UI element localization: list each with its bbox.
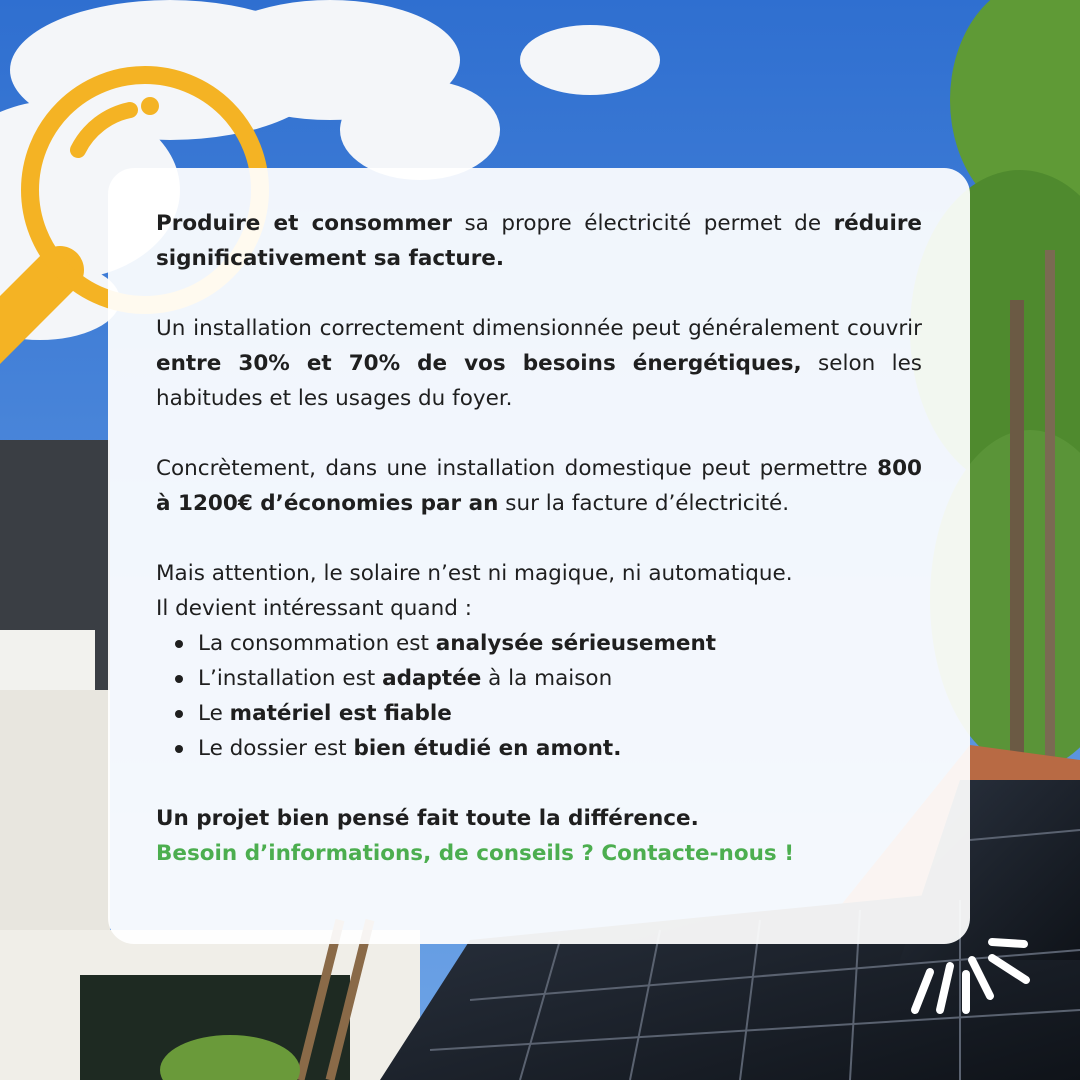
savings-bold-1: 800 à 1200€ d’économies par an — [156, 456, 922, 516]
intro-text-1: sa propre électricité permet de — [451, 211, 834, 236]
list-item — [198, 731, 922, 766]
list-item — [198, 696, 922, 731]
list-item-text: Le dossier est — [198, 736, 354, 761]
list-item-text: Le — [198, 701, 230, 726]
caution-line-1: Mais attention, le solaire n’est ni magique, ni automatique. — [156, 561, 793, 586]
closing-headline — [156, 801, 922, 836]
list-item-bold: analysée sérieusement — [435, 631, 717, 656]
savings-text-2: sur la facture d’électricité. — [498, 491, 790, 516]
contact-cta: Besoin d’informations, de conseils ? Contacte-nous ! — [156, 841, 795, 866]
list-item — [198, 661, 922, 696]
coverage-text-2: selon les habitudes et les usages du foyer. — [156, 351, 923, 411]
caution-line-2: Il devient intéressant quand : — [156, 596, 472, 621]
savings-paragraph — [156, 451, 922, 521]
coverage-paragraph — [156, 311, 922, 416]
list-item-text: L’installation est — [198, 666, 383, 691]
info-card — [108, 168, 970, 944]
intro-bold-2: réduire significativement sa facture. — [156, 211, 922, 271]
coverage-bold-1: entre 30% et 70% de vos besoins énergétiques, — [156, 351, 802, 376]
list-item-bold: bien étudié en amont. — [353, 736, 622, 761]
intro-bold-1: Produire et consommer — [156, 211, 452, 236]
list-item — [198, 626, 922, 661]
list-item-bold: matériel est fiable — [229, 701, 452, 726]
closing-headline-text: Un projet bien pensé fait toute la différence. — [156, 806, 699, 831]
conditions-list — [156, 626, 922, 766]
intro-paragraph — [156, 206, 922, 276]
list-item-text: à la maison — [481, 666, 613, 691]
savings-text-1: Concrètement, dans une installation domestique peut permettre — [156, 456, 878, 481]
list-item-text: La consommation est — [198, 631, 436, 656]
coverage-text-1: Un installation correctement dimensionnée peut généralement couvrir — [156, 316, 922, 341]
list-item-bold: adaptée — [382, 666, 482, 691]
